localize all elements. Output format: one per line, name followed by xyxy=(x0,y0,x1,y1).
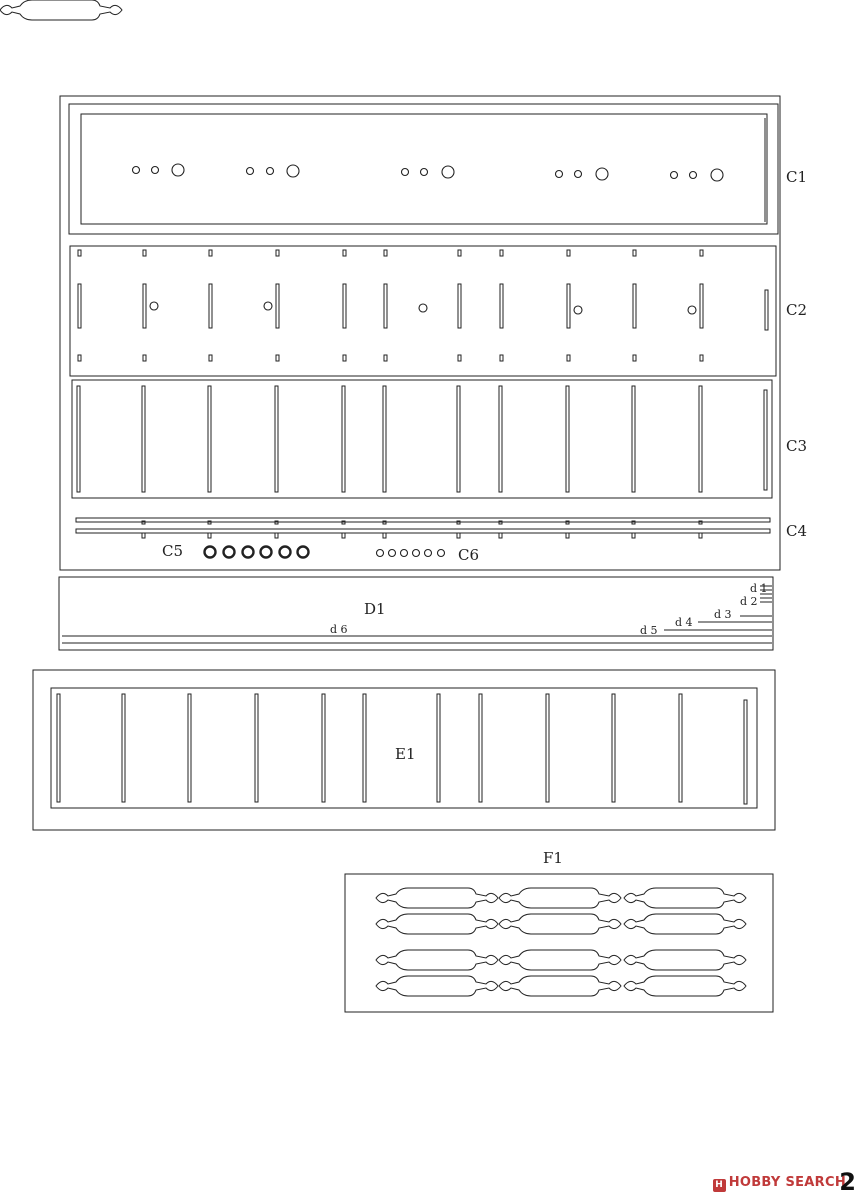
c2-holes xyxy=(150,302,696,314)
frame-c-group xyxy=(60,96,780,570)
page-number: 2 xyxy=(839,1168,856,1196)
label-c1: C1 xyxy=(786,168,808,186)
hobby-search-logo-icon: H xyxy=(713,1179,726,1192)
label-d6: d 6 xyxy=(330,623,348,636)
label-c6: C6 xyxy=(458,546,480,564)
label-c5: C5 xyxy=(162,542,184,560)
part-c4 xyxy=(76,518,770,538)
label-d4: d 4 xyxy=(675,616,693,629)
label-d3: d 3 xyxy=(714,608,732,621)
label-c4: C4 xyxy=(786,522,808,540)
part-c2 xyxy=(70,246,776,376)
label-d1-sub: d 1 xyxy=(750,582,768,595)
label-d2: d 2 xyxy=(740,595,758,608)
label-c3: C3 xyxy=(786,437,808,455)
label-c2: C2 xyxy=(786,301,808,319)
watermark xyxy=(713,1175,846,1192)
part-c5 xyxy=(205,547,309,558)
part-c6 xyxy=(377,550,445,557)
label-d1: D1 xyxy=(364,600,386,618)
label-e1: E1 xyxy=(395,745,416,763)
c3-slots xyxy=(77,386,767,492)
c1-holes xyxy=(133,164,724,181)
label-f1: F1 xyxy=(543,849,563,867)
c2-slots xyxy=(78,250,768,361)
part-c1 xyxy=(69,104,778,234)
label-d5: d 5 xyxy=(640,624,658,637)
part-d1 xyxy=(59,577,773,650)
part-c3 xyxy=(72,380,772,498)
watermark-text: HOBBY SEARCH xyxy=(728,1175,846,1190)
